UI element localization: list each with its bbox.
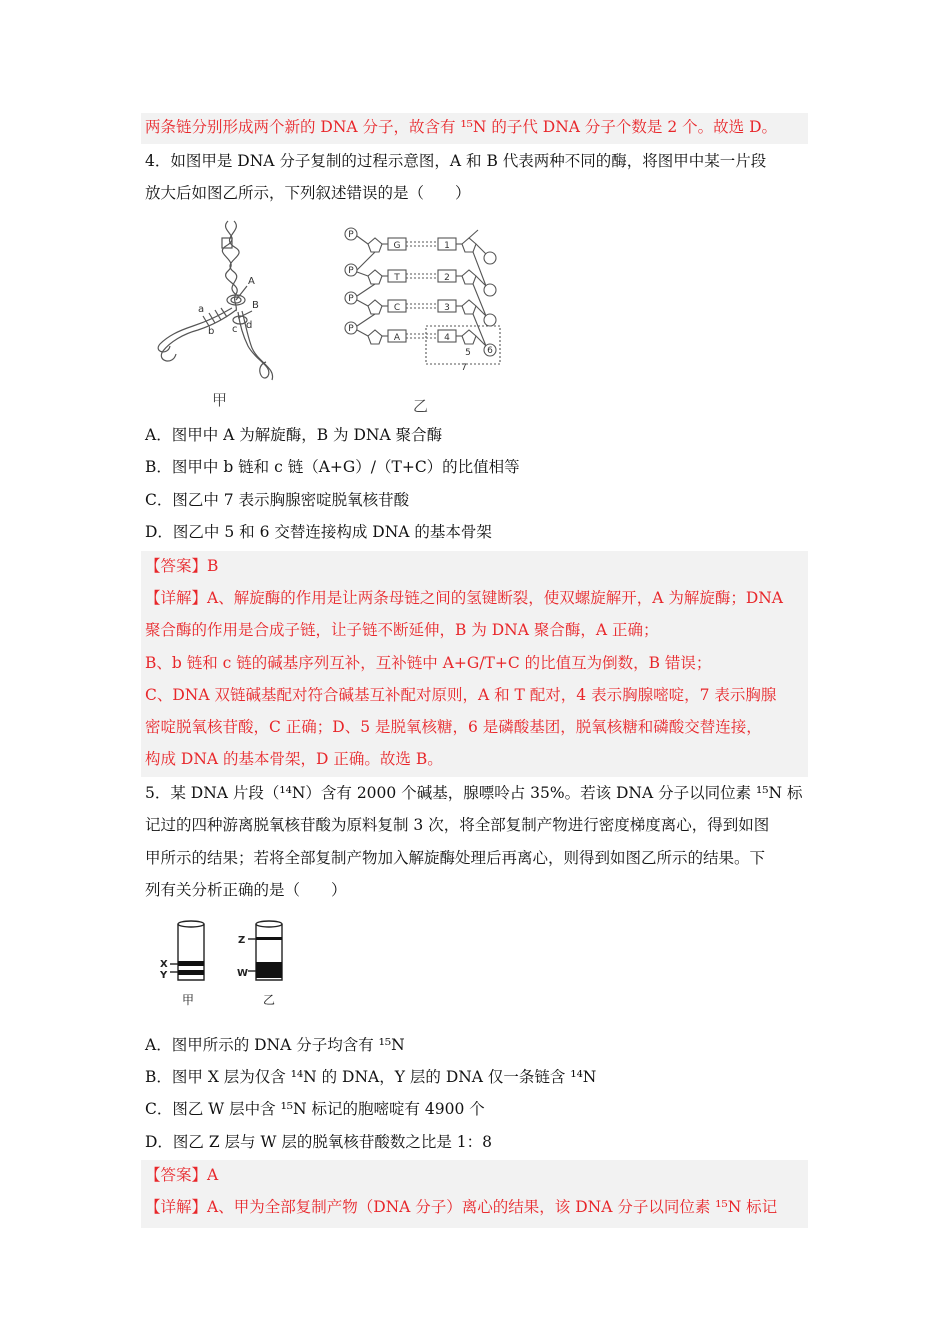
q4-jia-letter-d: d (246, 320, 253, 331)
q4-detail-3: B、b 链和 c 链的碱基序列互补，互补链中 A+G/T+C 的比值互为倒数，B 错误； (145, 654, 712, 672)
q4-yi-base-G: G (393, 241, 401, 251)
q5-stem-line4: 列有关分析正确的是（ ） (145, 881, 347, 899)
q4-yi-base-C: C (393, 303, 401, 313)
q5-band-y (178, 970, 204, 975)
q4-yi-num-7: 7 (461, 363, 467, 373)
q4-option-c: C．图乙中 7 表示胸腺密啶脱氧核苷酸 (145, 491, 410, 509)
q4-jia-letter-b: b (208, 326, 215, 337)
q4-yi-num-5: 5 (465, 348, 471, 358)
q5-stem-line1: 5．某 DNA 片段（¹⁴N）含有 2000 个碱基，腺嘌呤占 35%。若该 DNA 分子以同位素 ¹⁵N 标 (145, 784, 803, 802)
q5-stem-line3: 甲所示的结果；若将全部复制产物加入解旋酶处理后再离心，则得到如图乙所示的结果。下 (145, 849, 766, 867)
q5-letter-y: Y (160, 970, 168, 981)
q4-figure-yi (340, 224, 510, 374)
q4-yi-base-A: A (393, 333, 401, 343)
q4-detail-1: 【详解】A、解旋酶的作用是让两条母链之间的氢键断裂，使双螺旋解开，A 为解旋酶；DNA (145, 589, 784, 607)
q4-stem-line2: 放大后如图乙所示，下列叙述错误的是（ ） (145, 184, 471, 202)
q5-letter-z: Z (238, 935, 246, 946)
q5-option-c: C．图乙 W 层中含 ¹⁵N 标记的胞嘧啶有 4900 个 (145, 1100, 485, 1118)
q5-band-z (256, 937, 282, 940)
q4-answer: 【答案】B (145, 557, 219, 575)
q5-option-a: A．图甲所示的 DNA 分子均含有 ¹⁵N (145, 1036, 405, 1054)
q4-detail-6: 构成 DNA 的基本骨架，D 正确。故选 B。 (145, 750, 443, 768)
q4-yi-num-4: 4 (444, 333, 450, 343)
q5-option-d: D．图乙 Z 层与 W 层的脱氧核苷酸数之比是 1：8 (145, 1133, 492, 1151)
q5-band-w (256, 962, 282, 978)
q5-answer: 【答案】A (145, 1166, 219, 1184)
q5-detail-1: 【详解】A、甲为全部复制产物（DNA 分子）离心的结果，该 DNA 分子以同位素 ¹⁵N 标记 (145, 1198, 778, 1216)
q5-fig-yi-label: 乙 (262, 993, 276, 1007)
q4-yi-p-2: P (348, 266, 354, 276)
q4-yi-num-3: 3 (444, 303, 450, 313)
q5-letter-w: W (237, 968, 249, 979)
q4-yi-num-2: 2 (444, 273, 450, 283)
q4-option-a: A．图甲中 A 为解旋酶，B 为 DNA 聚合酶 (145, 426, 443, 444)
q4-fig-jia-label: 甲 (212, 391, 228, 409)
q4-yi-p-4: P (348, 324, 354, 334)
q4-jia-letter-c: c (232, 324, 238, 335)
q4-option-b: B．图甲中 b 链和 c 链（A+G）/（T+C）的比值相等 (145, 458, 520, 476)
q5-answer-shade (141, 1160, 808, 1228)
q5-letter-x: X (160, 959, 168, 970)
q4-jia-letter-A: A (248, 276, 255, 287)
q4-option-d: D．图乙中 5 和 6 交替连接构成 DNA 的基本骨架 (145, 523, 492, 541)
q4-yi-num-1: 1 (444, 241, 450, 251)
q4-jia-letter-a: a (198, 304, 205, 315)
q5-figure-tubes (148, 918, 298, 1018)
q4-detail-4: C、DNA 双链碱基配对符合碱基互补配对原则，A 和 T 配对，4 表示胸腺嘧啶，7 表示胸腺 (145, 686, 777, 704)
q5-fig-jia-label: 甲 (181, 993, 195, 1007)
q4-figure-jia (148, 216, 298, 386)
q5-band-x (178, 961, 204, 966)
q5-option-b: B．图甲 X 层为仅含 ¹⁴N 的 DNA，Y 层的 DNA 仅一条链含 ¹⁴N (145, 1068, 597, 1086)
q4-yi-num-6: 6 (487, 346, 493, 356)
q4-yi-p-1: P (348, 230, 354, 240)
q4-stem-line1: 4．如图甲是 DNA 分子复制的过程示意图，A 和 B 代表两种不同的酶，将图甲中某一片段 (145, 152, 767, 170)
q4-detail-2: 聚合酶的作用是合成子链，让子链不断延伸，B 为 DNA 聚合酶，A 正确； (145, 621, 659, 639)
top-tail-line: 两条链分别形成两个新的 DNA 分子，故含有 ¹⁵N 的子代 DNA 分子个数是 2 个。故选 D。 (145, 118, 777, 136)
q4-fig-yi-label: 乙 (413, 397, 429, 415)
q4-yi-p-3: P (348, 294, 354, 304)
q4-jia-letter-B: B (252, 300, 259, 311)
q4-yi-base-T: T (394, 273, 400, 283)
q5-stem-line2: 记过的四种游离脱氧核苷酸为原料复制 3 次，将全部复制产物进行密度梯度离心，得到如图 (145, 816, 770, 834)
q4-detail-5: 密啶脱氧核苷酸，C 正确；D、5 是脱氧核糖，6 是磷酸基团，脱氧核糖和磷酸交替连接， (145, 718, 762, 736)
